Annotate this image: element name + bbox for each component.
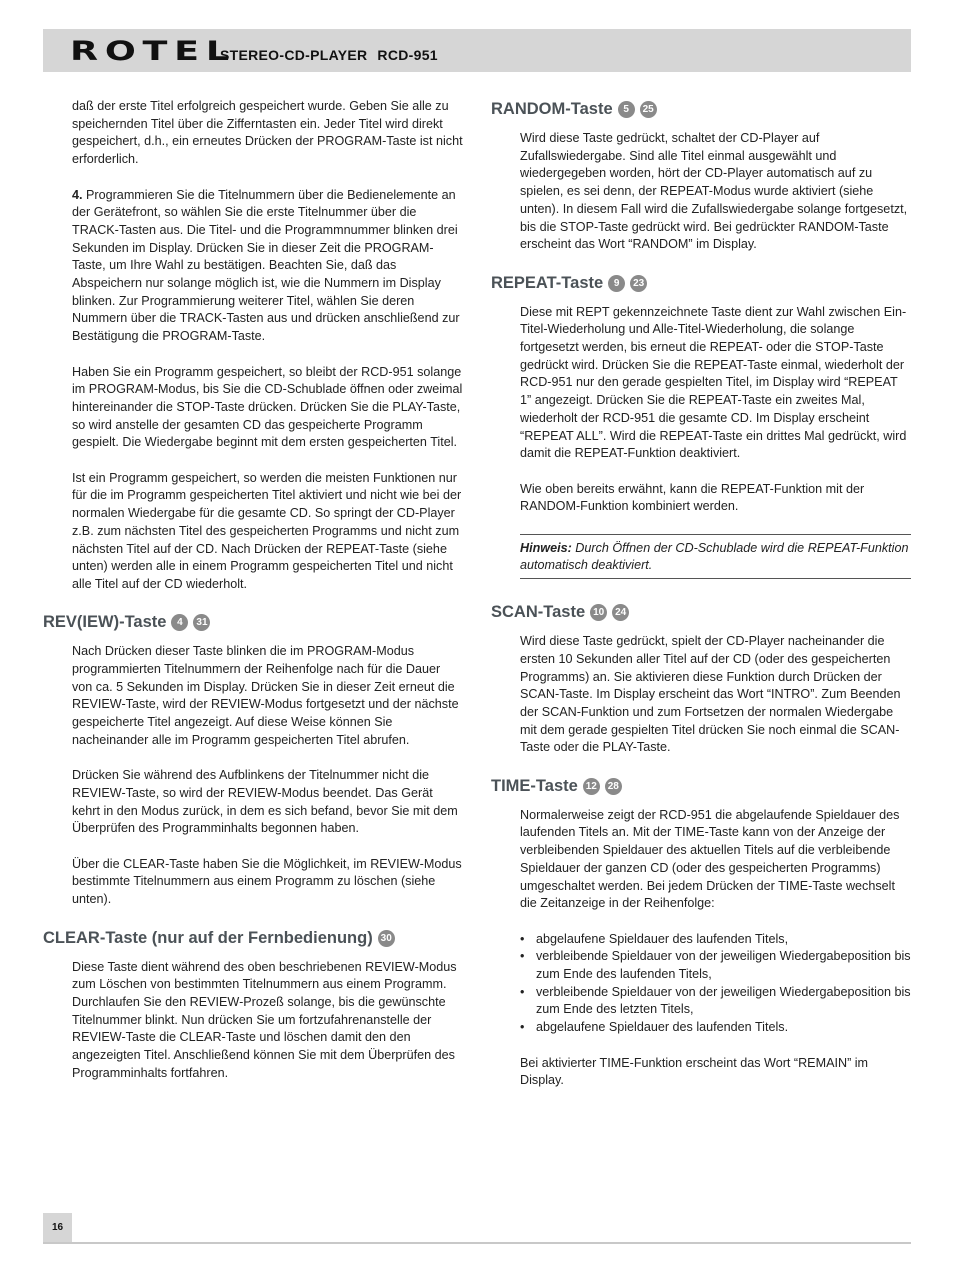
paragraph: Diese mit REPT gekennzeichnete Taste dient zur Wahl zwischen Ein-Titel-Wiederholung und Alle-Titel-Wiederholung, die solange fortgesetzt werden, bis erneut die REPEAT- oder die STOP-Taste gedrückt wird. Drücken Sie die REPEAT-Taste einmal, wiederholt der RCD-951 nur den gerade gespielten Titel, im Display wird “REPEAT 1” angezeigt. Drücken Sie die REPEAT-Taste ein zweites Mal, wiederholt der RCD-951 die gesamte CD. Im Display erscheint “REPEAT ALL”. Wird die REPEAT-Taste ein drittes Mal gedrückt, wird damit die REPEAT-Funktion deaktiviert. (520, 304, 907, 461)
bullet-list (520, 931, 911, 1037)
paragraph: Wie oben bereits erwähnt, kann die REPEAT-Funktion mit der RANDOM-Funktion kombiniert werden. (520, 481, 865, 514)
product-title (220, 47, 438, 63)
paragraph: 4. Programmieren Sie die Titelnummern über die Bedienelemente an der Gerätefront, so wählen Sie die erste Titelnummer über die TRACK-Tasten aus. Die Titel- und die Programmnummer blinken drei Sekunden im Display. Drücken Sie in dieser Zeit die PROGRAM-Taste, um Ihre Wahl zu bestätigen. Beachten Sie, daß das Abspeichern nur solange möglich ist, wie die Nummern im Display blinken. Zur Programmierung weiterer Titel, wählen Sie deren Nummern über die TRACK-Tasten aus und drücken anschließend zur Bestätigung die PROGRAM-Taste. (72, 187, 460, 344)
section-heading-clear: CLEAR-Taste (nur auf der Fernbedienung) 30 (43, 927, 463, 949)
reference-badge: 23 (630, 275, 647, 292)
note-box: Hinweis: Durch Öffnen der CD-Schublade wird die REPEAT-Funktion automatisch deaktiviert. (520, 534, 911, 579)
paragraph: Normalerweise zeigt der RCD-951 die abgelaufende Spieldauer des laufenden Titels an. Mit der TIME-Taste kann von der Anzeige der verbleibenden Spieldauer des aktuellen Titels auf die verbleibende Spieldauer der ganzen CD (oder des gespeicherten Programms) umgeschaltet werden. Bei jedem Drücken der TIME-Taste wechselt die Zeitanzeige in der Reihenfolge: (520, 807, 900, 911)
note-label: Hinweis: (520, 540, 572, 555)
footer-divider (43, 1242, 911, 1244)
paragraph: Ist ein Programm gespeichert, so werden die meisten Funktionen nur für die im Programm gespeicherten Titel aktiviert und nicht wie bei der normalen Wiedergabe für die gesamte CD. So springt der CD-Player z.B. zum nächsten Titel des gespeicherten Programms und nicht zum nächsten Titel auf der CD. Nach Drücken der REPEAT-Taste (siehe unten) werden alle in einem Programm gespeicherten Titel und nicht alle Titel auf der CD wiederholt. (72, 470, 462, 591)
section-heading-scan: SCAN-Taste 10 24 (491, 601, 911, 623)
reference-badge: 9 (608, 275, 625, 292)
section-heading-review: REV(IEW)-Taste 4 31 (43, 611, 463, 633)
paragraph: Nach Drücken dieser Taste blinken die im PROGRAM-Modus programmierten Titelnummern der Reihenfolge nach für die Dauer von ca. 5 Sekunden im Display. Drücken Sie in dieser Zeit erneut die REVIEW-Taste, wird der REVIEW-Modus fortgesetzt und der nächste gespeicherte Titel angezeigt. Auf diese Weise können Sie nacheinander alle im Programm gespeicherten Titel abrufen. (72, 644, 459, 747)
page-number: 16 (43, 1213, 72, 1243)
reference-badge: 5 (618, 101, 635, 118)
reference-badge: 31 (193, 614, 210, 631)
paragraph: Diese Taste dient während des oben beschriebenen REVIEW-Modus zum Löschen von bestimmten Titelnummern aus einem Programm. Durchlaufen Sie den REVIEW-Prozeß solange, bis die gewünschte Titelnummer blinkt. Nun drücken Sie um fortzufahrenanstelle der REVIEW-Taste die CLEAR-Taste und löschen damit den den angezeigten Titel. Anschließend können Sie mit dem Überprüfen des Programminhalts fortfahren. (72, 959, 457, 1080)
brand-logo: ROTEL (70, 36, 236, 67)
list-item: • abgelaufene Spieldauer des laufenden Titels, (520, 931, 911, 949)
paragraph: Drücken Sie während des Aufblinkens der Titelnummer nicht die REVIEW-Taste, so wird der REVIEW-Modus beendet. Das Gerät kehrt in den Modus zurück, in dem es sich befand, bevor Sie mit dem Überprüfen des Programminhalts begonnen haben. (72, 768, 458, 836)
list-item: • verbleibende Spieldauer von der jeweiligen Wiedergabeposition bis zum Ende des letzten Titels, (520, 984, 911, 1019)
paragraph: Über die CLEAR-Taste haben Sie die Möglichkeit, im REVIEW-Modus bestimmte Titelnummern aus einem Programm zu löschen (siehe unten). (72, 856, 462, 907)
reference-badge: 10 (590, 604, 607, 621)
reference-badge: 12 (583, 778, 600, 795)
reference-badge: 24 (612, 604, 629, 621)
section-heading-repeat: REPEAT-Taste 9 23 (491, 272, 911, 294)
reference-badge: 30 (378, 930, 395, 947)
product-name: STEREO-CD-PLAYER (220, 47, 368, 63)
paragraph: Wird diese Taste gedrückt, schaltet der CD-Player auf Zufallswiedergabe. Sind alle Titel einmal ausgewählt und wiedergegeben worden, hört der CD-Player automatisch auf zu spielen, es sei denn, der REPEAT-Modus wurde aktiviert (siehe unten). In diesem Fall wird die Zufallswiedergabe solange fortgesetzt, bis die STOP-Taste gedrückt wird. Bei gedrückter RANDOM-Taste erscheint das Wort “RANDOM” im Display. (520, 131, 908, 252)
left-column (43, 98, 463, 1100)
reference-badge: 25 (640, 101, 657, 118)
list-item: • verbleibende Spieldauer von der jeweiligen Wiedergabeposition bis zum Ende des laufenden Titels, (520, 948, 911, 983)
paragraph: Wird diese Taste gedrückt, spielt der CD-Player nacheinander die ersten 10 Sekunden aller Titel auf der CD (oder des gespeicherten Programms) an. Sie aktivieren diese Funktion durch Drücken der SCAN-Taste. Im Display erscheint das Wort “INTRO”. Zum Beenden der SCAN-Funktion und zum Fortsetzen der normalen Wiedergabe mit dem gerade gespielten Titel drücken Sie noch einmal die SCAN-Taste oder die PLAY-Taste. (520, 634, 901, 755)
model-number: RCD-951 (377, 47, 438, 63)
page-header (43, 29, 911, 72)
paragraph: Haben Sie ein Programm gespeichert, so bleibt der RCD-951 solange im PROGRAM-Modus, bis Sie die CD-Schublade öffnen oder zweimal hintereinander die STOP-Taste drücken. Drücken Sie die PLAY-Taste, so wird anstelle der gesamten CD das gespeicherte Programm gespielt. Die Wiedergabe beginnt mit dem ersten gespeicherten Titel. (72, 364, 463, 450)
step-number: 4. (72, 187, 83, 202)
reference-badge: 28 (605, 778, 622, 795)
paragraph: daß der erste Titel erfolgreich gespeichert wurde. Geben Sie alle zu speichernden Titel über die Zifferntasten ein. Jeder Titel wird direkt gespeichert, d.h., ein erneutes Drücken der PROGRAM-Taste ist nicht erforderlich. (72, 99, 463, 167)
section-heading-time: TIME-Taste 12 28 (491, 775, 911, 797)
right-column (491, 98, 911, 1108)
list-item: • abgelaufene Spieldauer des laufenden Titels. (520, 1019, 911, 1037)
reference-badge: 4 (171, 614, 188, 631)
section-heading-random: RANDOM-Taste 5 25 (491, 98, 911, 120)
paragraph: Bei aktivierter TIME-Funktion erscheint das Wort “REMAIN” im Display. (520, 1055, 869, 1088)
